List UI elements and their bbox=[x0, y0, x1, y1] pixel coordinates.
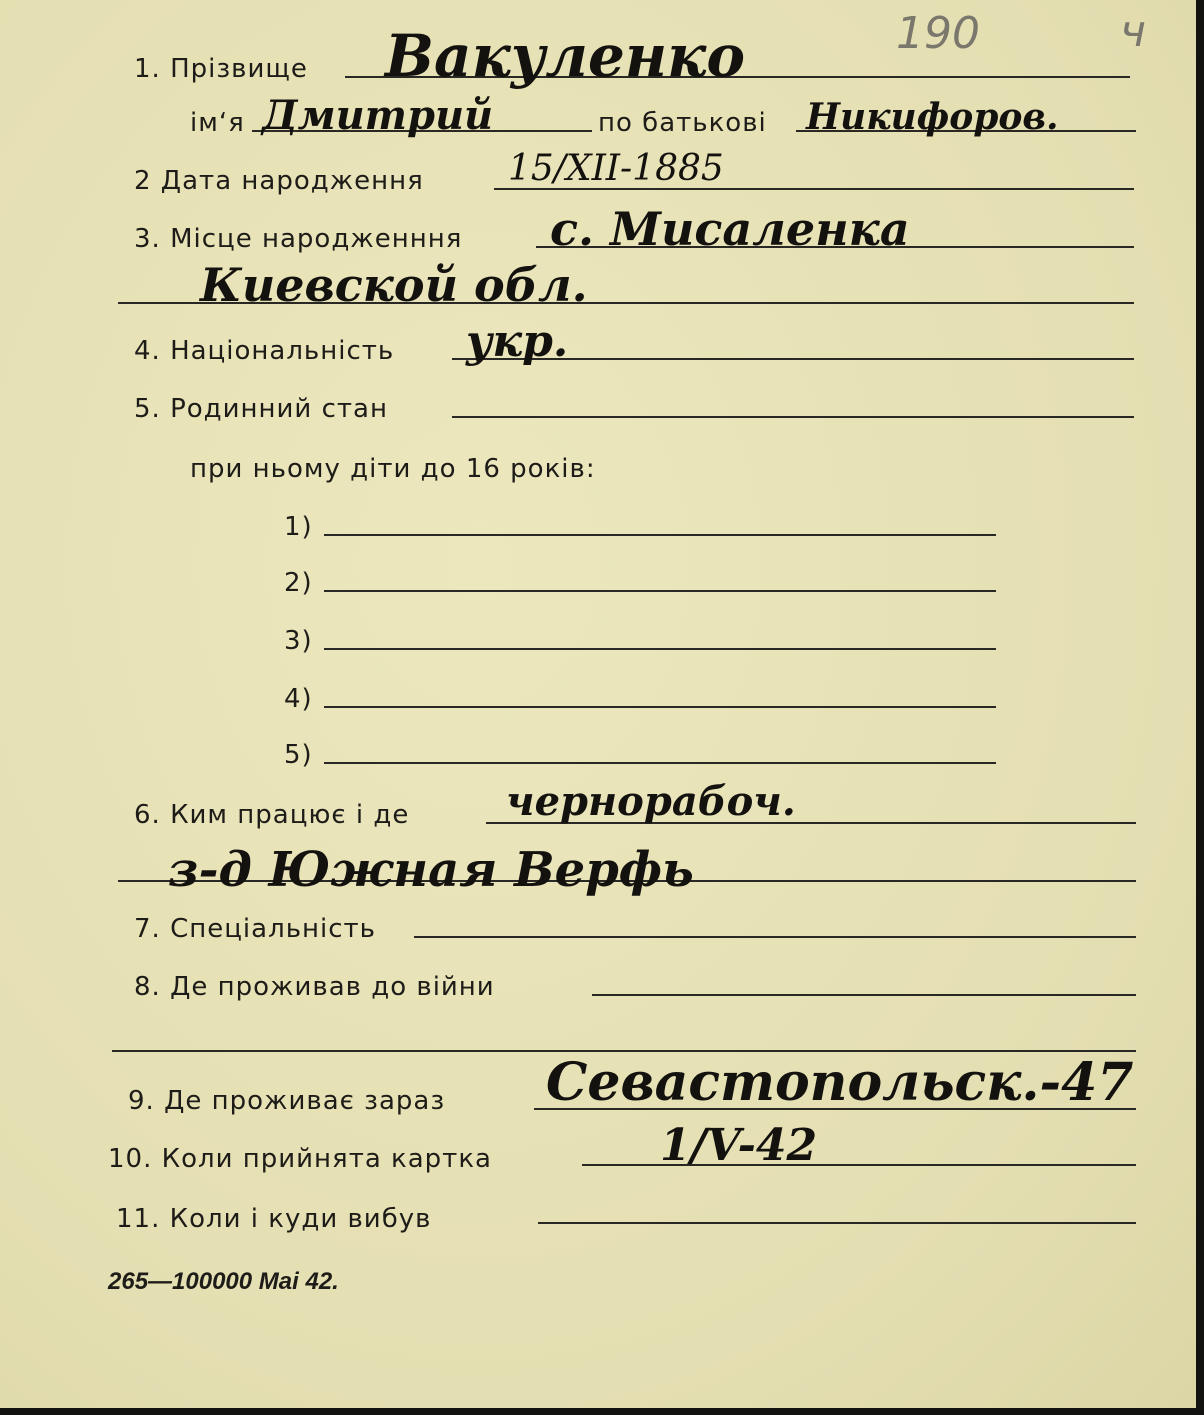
nationality-value: укр. bbox=[466, 316, 569, 367]
corner-mark-annotation: ч bbox=[1120, 6, 1146, 57]
card-number-annotation: 190 bbox=[896, 8, 980, 59]
marital-status-label: 5. Родинний стан bbox=[134, 394, 388, 424]
card-accepted-label: 10. Коли прийнята картка bbox=[108, 1144, 492, 1174]
current-residence-label: 9. Де проживає зараз bbox=[128, 1086, 446, 1116]
prewar-residence-label: 8. Де проживав до війни bbox=[134, 972, 495, 1002]
child-4-label: 4) bbox=[284, 684, 313, 714]
surname-label: 1. Прізвище bbox=[134, 54, 308, 84]
scan-edge-bottom bbox=[0, 1408, 1204, 1415]
marital-status-line bbox=[452, 416, 1134, 418]
child-5-label: 5) bbox=[284, 740, 313, 770]
card-accepted-value: 1/V-42 bbox=[660, 1120, 818, 1171]
prewar-residence-line bbox=[592, 994, 1136, 996]
current-residence-value: Севастопольск.-47 bbox=[546, 1052, 1134, 1113]
child-4-line bbox=[324, 706, 996, 708]
specialty-label: 7. Спеціальність bbox=[134, 914, 377, 944]
print-code: 265—100000 Mai 42. bbox=[108, 1268, 339, 1295]
birth-date-value: 15/XII-1885 bbox=[508, 148, 724, 189]
first-name-value: Дмитрий bbox=[262, 92, 494, 139]
child-2-label: 2) bbox=[284, 568, 313, 598]
scan-edge-right bbox=[1196, 0, 1204, 1415]
birth-place-value-line2: Киевской обл. bbox=[200, 258, 588, 312]
occupation-label: 6. Ким працює і де bbox=[134, 800, 410, 830]
children-header-label: при ньому діти до 16 років: bbox=[190, 454, 596, 484]
surname-value: Вакуленко bbox=[385, 22, 746, 90]
patronymic-value: Никифоров. bbox=[806, 96, 1059, 138]
departure-label: 11. Коли і куди вибув bbox=[116, 1204, 432, 1234]
child-2-line bbox=[324, 590, 996, 592]
child-5-line bbox=[324, 762, 996, 764]
birth-date-label: 2 Дата народження bbox=[134, 166, 424, 196]
child-1-label: 1) bbox=[284, 512, 313, 542]
occupation-value-line2: з-д Южная Верфь bbox=[168, 842, 694, 898]
birth-place-value: с. Мисаленка bbox=[550, 202, 910, 256]
patronymic-label: по батькові bbox=[598, 108, 767, 138]
birth-place-label: 3. Місце народженння bbox=[134, 224, 463, 254]
occupation-value: чернорабоч. bbox=[506, 778, 796, 825]
nationality-label: 4. Національність bbox=[134, 336, 395, 366]
departure-line bbox=[538, 1222, 1136, 1224]
child-1-line bbox=[324, 534, 996, 536]
child-3-label: 3) bbox=[284, 626, 313, 656]
first-name-label: ім‘я bbox=[190, 108, 245, 138]
specialty-line bbox=[414, 936, 1136, 938]
child-3-line bbox=[324, 648, 996, 650]
